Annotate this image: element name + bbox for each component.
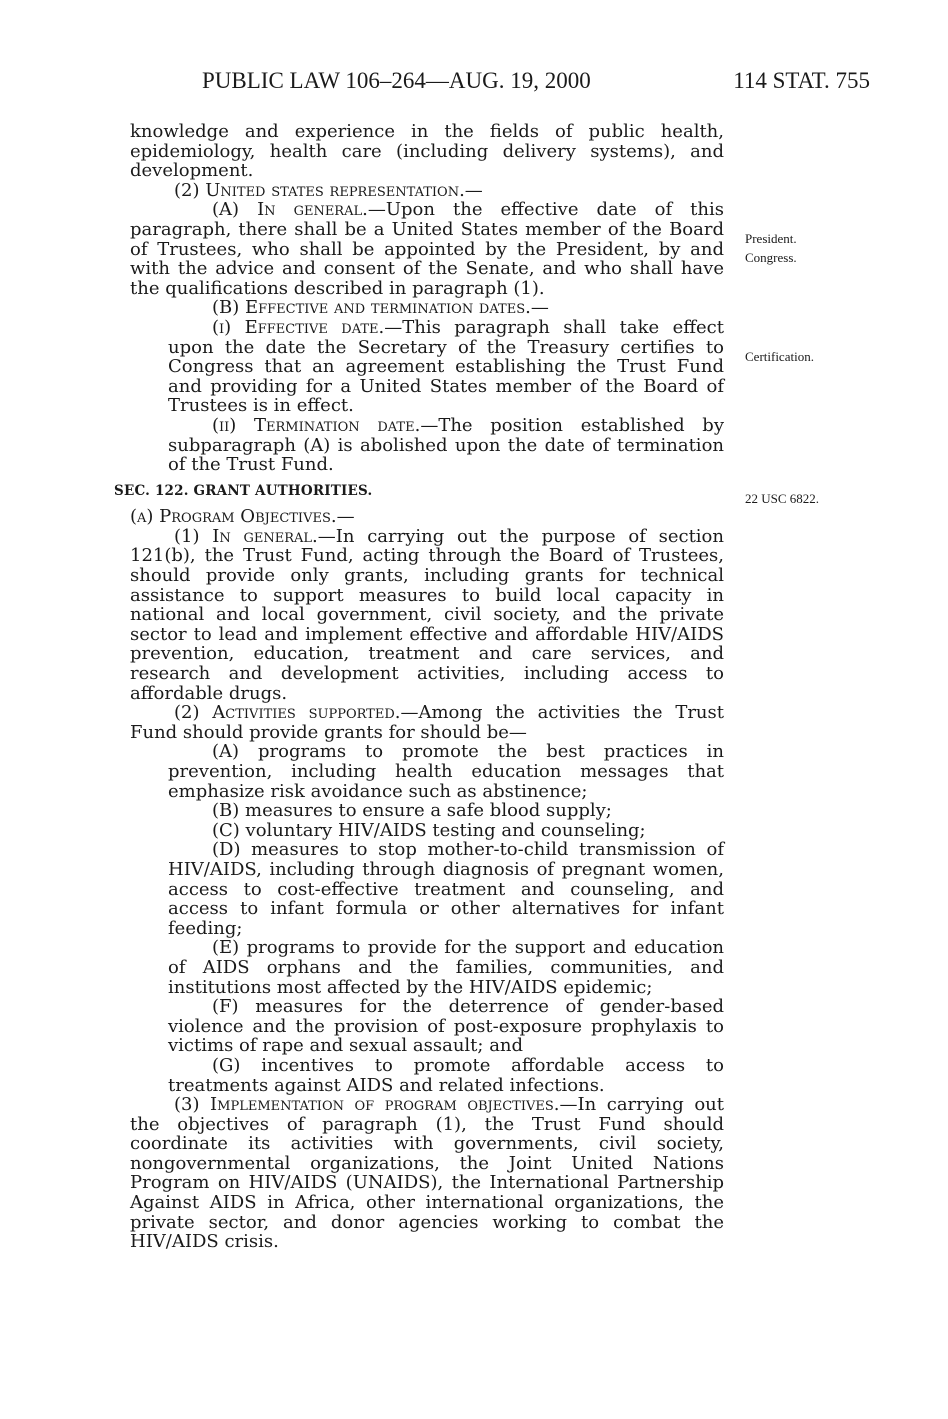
paragraph-text: —The position established by subparagraph (A) is abolished upon the date of termination of the Trust Fund. (168, 414, 724, 476)
paragraph (130, 200, 724, 298)
list-item: (G) incentives to promote affordable access to treatments against AIDS and related infections. (168, 1054, 724, 1096)
paragraph-text: —Among the activities the Trust Fund should provide grants for should be— (130, 702, 724, 743)
header-title: PUBLIC LAW 106–264—AUG. 19, 2000 (202, 68, 591, 93)
paragraph-label: (2) Activities supported. (174, 702, 401, 724)
paragraph: knowledge and experience in the fields of public health, epidemiology, health care (including delivery systems), and development. (130, 121, 724, 182)
list-item: (E) programs to provide for the support and education of AIDS orphans and the families, communities, and institutions most affected by the HIV/AIDS epidemic; (168, 937, 724, 998)
paragraph-text: —Upon the effective date of this paragraph, there shall be a United States member of the Board of Trustees, who shall be appointed by the President, by and with the advice and consent of the Senate, and who shall have the qualifications described in paragraph (1). (130, 199, 724, 299)
paragraph-text: —In carrying out the objectives of paragraph (1), the Trust Fund should coordinate its activities with governments, civil society, nongovernmental organizations, the Joint United Nations Program on HIV/AIDS (UNAIDS), the International Partnership Against AIDS in Africa, other international organizations, the private sector, and donor agencies working to combat the HIV/AIDS crisis. (130, 1094, 724, 1253)
paragraph-heading: (B) Effective and termination dates.— (212, 297, 549, 319)
page-header (60, 68, 870, 104)
section-heading: SEC. 122. GRANT AUTHORITIES. (114, 482, 373, 499)
paragraph (130, 527, 724, 703)
paragraph (130, 318, 724, 416)
margin-note-congress: Congress. (745, 250, 797, 265)
margin-note-certification: Certification. (745, 349, 814, 364)
list-item: (A) programs to promote the best practices in prevention, including health education messages that emphasize risk avoidance such as abstinence; (168, 741, 724, 802)
paragraph-text: —This paragraph shall take effect upon the date the Secretary of the Treasury certifies to Congress that an agreement establishing the Trust Fund and providing for a United States member of the Board of Trustees is in effect. (168, 316, 724, 417)
paragraph-label: (ii) Termination date. (212, 414, 421, 436)
margin-note-usc: 22 USC 6822. (745, 491, 820, 506)
paragraph (130, 1095, 724, 1252)
subsection-heading: (a) Program Objectives.— (130, 506, 355, 528)
margin-note-president: President. (745, 231, 797, 246)
list-item: (C) voluntary HIV/AIDS testing and counseling; (212, 819, 646, 841)
document-body (114, 121, 724, 1253)
paragraph-label: (A) In general. (212, 199, 368, 221)
paragraph-heading: (2) United states representation.— (174, 179, 483, 201)
paragraph (130, 703, 724, 742)
paragraph-text: —In carrying out the purpose of section 121(b), the Trust Fund, acting through the Board of Trustees, should provide only grants, including grants for technical assistance to support measures to build local capacity in national and local government, civil society, and the private sector to lead and implement effective and affordable HIV/AIDS prevention, education, treatment and care services, and research and development activities, including access to affordable drugs. (130, 525, 724, 704)
header-stat: 114 STAT. 755 (733, 68, 870, 93)
paragraph-label: (3) Implementation of program objectives. (174, 1094, 560, 1116)
list-item: (F) measures for the deterrence of gender-based violence and the provision of post-exposure prophylaxis to victims of rape and sexual assault; and (168, 996, 724, 1057)
paragraph-label: (1) In general. (174, 525, 318, 547)
list-item: (D) measures to stop mother-to-child transmission of HIV/AIDS, including through diagnosis of pregnant women, access to cost-effective treatment and counseling, and access to infant formula or other alternatives for infant feeding; (168, 839, 724, 939)
list-item: (B) measures to ensure a safe blood supply; (212, 800, 612, 822)
paragraph-label: (i) Effective date. (212, 316, 385, 338)
paragraph (130, 416, 724, 475)
